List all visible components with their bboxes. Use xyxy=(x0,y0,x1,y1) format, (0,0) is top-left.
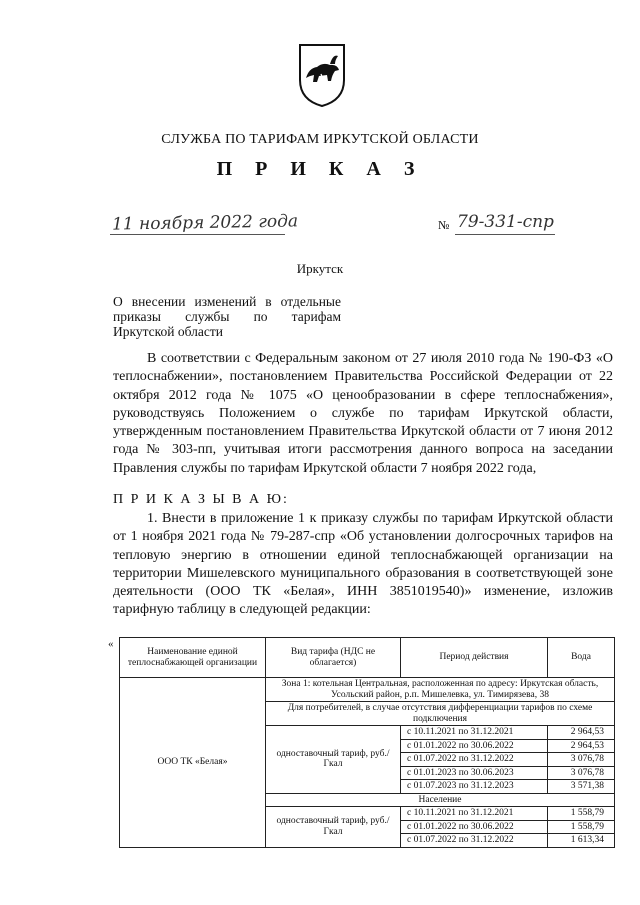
period-cell: с 01.07.2022 по 31.12.2022 xyxy=(401,834,548,848)
handwritten-order-number: 79-331-спр xyxy=(457,212,554,232)
subject-text: О внесении изменений в отдельные приказы службы по тарифам Иркутской области xyxy=(113,294,341,339)
date-underline xyxy=(110,234,285,235)
value-cell: 1 558,79 xyxy=(548,807,615,821)
header-water: Вода xyxy=(548,638,615,678)
header-period: Период действия xyxy=(401,638,548,678)
value-cell: 1 613,34 xyxy=(548,834,615,848)
order-subject xyxy=(113,294,341,339)
org-name-cell: ООО ТК «Белая» xyxy=(120,678,266,848)
period-cell: с 01.01.2022 по 30.06.2022 xyxy=(401,739,548,753)
value-cell: 2 964,53 xyxy=(548,726,615,740)
number-underline xyxy=(455,234,555,235)
header-org: Наименование единой теплоснабжающей организации xyxy=(120,638,266,678)
coat-of-arms-icon xyxy=(297,42,347,108)
order-word: П Р И К А З Ы В А Ю: xyxy=(113,492,289,507)
zone-row xyxy=(120,678,615,702)
period-cell: с 01.01.2023 по 30.06.2023 xyxy=(401,766,548,780)
preamble-paragraph xyxy=(113,350,613,478)
order-number-label: № xyxy=(438,218,450,232)
handwritten-date: 11 ноября 2022 года xyxy=(111,211,299,235)
item-1-paragraph xyxy=(113,510,613,620)
zone-cell: Зона 1: котельная Центральная, расположенная по адресу: Иркутская область, Усольский район, р.п. Мишелевка, ул. Тимирязева, 38 xyxy=(266,678,615,702)
tariff-label-cell: одноставочный тариф, руб./Гкал xyxy=(266,726,401,794)
value-cell: 1 558,79 xyxy=(548,820,615,834)
document-type-title: П Р И К А З xyxy=(216,158,424,180)
period-cell: с 10.11.2021 по 31.12.2021 xyxy=(401,726,548,740)
header-tariff-type: Вид тарифа (НДС не облагается) xyxy=(266,638,401,678)
section-1-cell: Для потребителей, в случае отсутствия дифференциации тарифов по схеме подключения xyxy=(266,702,615,726)
period-cell: с 01.01.2022 по 30.06.2022 xyxy=(401,820,548,834)
open-quote-mark: « xyxy=(108,638,114,650)
value-cell: 3 076,78 xyxy=(548,766,615,780)
city-name: Иркутск xyxy=(296,261,344,276)
tariff-table xyxy=(119,637,615,848)
tariff-label-cell: одноставочный тариф, руб./Гкал xyxy=(266,807,401,848)
table-header-row xyxy=(120,638,615,678)
value-cell: 2 964,53 xyxy=(548,739,615,753)
value-cell: 3 076,78 xyxy=(548,753,615,767)
preamble-text: В соответствии с Федеральным законом от 27 июля 2010 года № 190-ФЗ «О теплоснабжении», постановлением Правительства Российской Федерации от 22 октября 2012 года № 1075 «О ценообразовании в сфере теплоснабжения», руководствуясь Положением о службе по тарифам Иркутской области, утвержденным постановлением Правительства Иркутской области от 7 июня 2012 года № 303-пп, учитывая итоги рассмотрения данного вопроса на заседании Правления службы по тарифам Иркутской области 7 ноября 2022 года, xyxy=(113,351,613,476)
agency-name: СЛУЖБА ПО ТАРИФАМ ИРКУТСКОЙ ОБЛАСТИ xyxy=(161,132,479,147)
period-cell: с 10.11.2021 по 31.12.2021 xyxy=(401,807,548,821)
period-cell: с 01.07.2023 по 31.12.2023 xyxy=(401,780,548,794)
item-1-text: 1. Внести в приложение 1 к приказу службы по тарифам Иркутской области от 1 ноября 2021 года № 79-287-спр «Об установлении долгосрочных тарифов на тепловую энергию в отношении единой теплоснабжающей организации на территории Мишелевского муниципального образования в соответствующей зоне деятельности (ООО ТК «Белая», ИНН 3851019540)» изменение, изложив тарифную таблицу в следующей редакции: xyxy=(113,511,613,618)
value-cell: 3 571,38 xyxy=(548,780,615,794)
period-cell: с 01.07.2022 по 31.12.2022 xyxy=(401,753,548,767)
section-2-cell: Население xyxy=(266,793,615,807)
